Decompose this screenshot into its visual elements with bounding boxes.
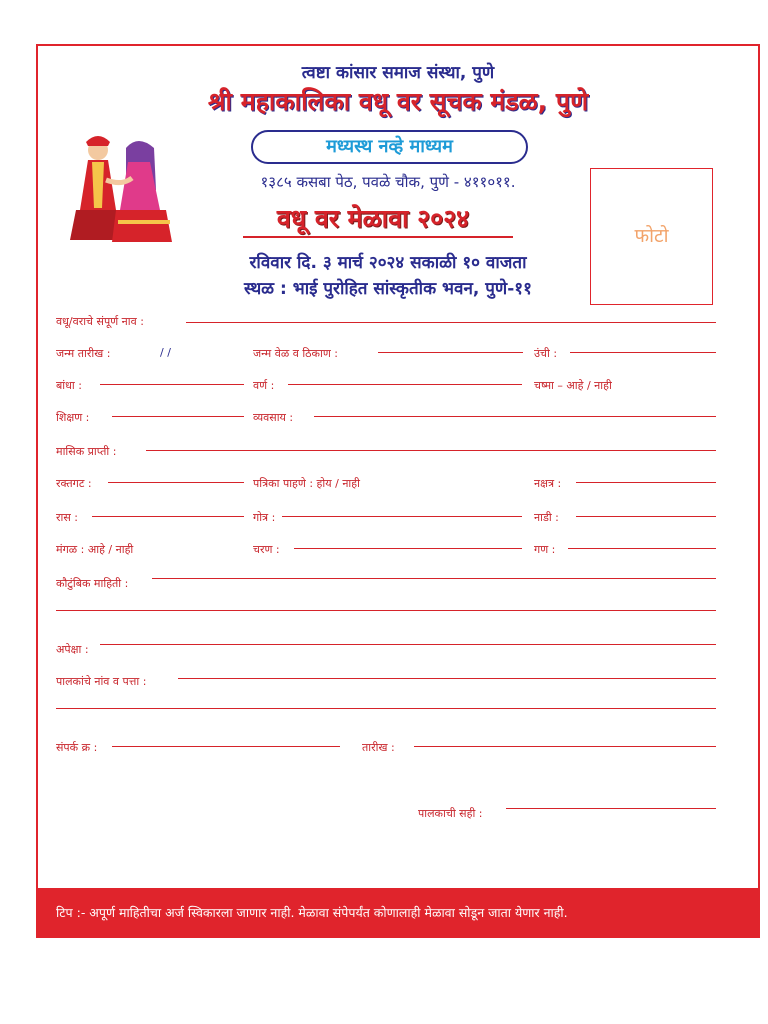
note-banner <box>38 888 758 936</box>
mandal-name: श्री महाकालिका वधू वर सूचक मंडळ, पुणे <box>207 87 589 116</box>
height-field[interactable] <box>570 352 716 353</box>
monthly-income-field[interactable] <box>146 450 716 451</box>
note-text: टिप :- अपूर्ण माहितीचा अर्ज स्विकारला जाणार नाही. मेळावा संपेपर्यंत कोणालाही मेळावा सोडून जाता येणार नाही. <box>56 905 568 920</box>
nadi-label: नाडी : <box>534 511 559 524</box>
event-title: वधू वर मेळावा २०२४ <box>276 204 470 233</box>
event-date: रविवार दि. ३ मार्च २०२४ सकाळी १० वाजता <box>249 253 527 273</box>
date-field[interactable] <box>414 746 716 747</box>
complexion-field[interactable] <box>288 384 522 385</box>
nadi-field[interactable] <box>576 516 716 517</box>
blood-group-label: रक्तगट : <box>56 477 92 490</box>
full-name-label: वधू/वराचे संपूर्ण नाव : <box>56 315 144 328</box>
spectacles-label: चष्मा – आहे / नाही <box>534 379 612 392</box>
nakshatra-field[interactable] <box>576 482 716 483</box>
occupation-label: व्यवसाय : <box>253 411 294 424</box>
gotra-label: गोत्र : <box>253 511 276 524</box>
birth-time-place-field[interactable] <box>378 352 523 353</box>
application-form <box>36 44 760 938</box>
full-name-field[interactable] <box>186 322 716 323</box>
birth-date-label: जन्म तारीख : <box>56 347 111 360</box>
gan-label: गण : <box>534 543 556 556</box>
expectations-field[interactable] <box>100 644 716 645</box>
education-label: शिक्षण : <box>56 411 90 424</box>
build-field[interactable] <box>100 384 244 385</box>
nakshatra-label: नक्षत्र : <box>534 477 562 490</box>
bride-groom-couple-icon <box>56 130 176 247</box>
monthly-income-label: मासिक प्राप्ती : <box>56 445 117 458</box>
birth-date-separators: / / <box>160 346 171 359</box>
guardian-signature-label: पालकाची सही : <box>418 807 483 820</box>
height-label: उंची : <box>534 347 558 360</box>
education-field[interactable] <box>112 416 244 417</box>
family-info-label: कौटुंबिक माहिती : <box>56 577 129 590</box>
rashi-field[interactable] <box>92 516 244 517</box>
horoscope-label: पत्रिका पाहणे : होय / नाही <box>253 477 360 490</box>
event-venue: स्थळ : भाई पुरोहित सांस्कृतीक भवन, पुणे-११ <box>244 279 532 299</box>
blood-group-field[interactable] <box>108 482 244 483</box>
contact-number-label: संपर्क क्र : <box>56 741 98 754</box>
guardian-address-label: पालकांचे नांव व पत्ता : <box>56 675 147 688</box>
contact-number-field[interactable] <box>112 746 340 747</box>
mangal-label: मंगळ : आहे / नाही <box>56 543 134 556</box>
family-info-field-2[interactable] <box>56 610 716 611</box>
photo-box[interactable]: फोटो <box>590 168 713 305</box>
expectations-label: अपेक्षा : <box>56 643 89 656</box>
rashi-label: रास : <box>56 511 78 524</box>
guardian-address-field[interactable] <box>178 678 716 679</box>
charan-label: चरण : <box>253 543 280 556</box>
address: १३८५ कसबा पेठ, पवळे चौक, पुणे - ४११०११. <box>260 173 516 191</box>
guardian-address-field-2[interactable] <box>56 708 716 709</box>
birth-time-place-label: जन्म वेळ व ठिकाण : <box>253 347 339 360</box>
complexion-label: वर्ण : <box>253 379 275 392</box>
gotra-field[interactable] <box>282 516 522 517</box>
tagline-badge: मध्यस्थ नव्हे माध्यम <box>251 130 528 164</box>
charan-field[interactable] <box>294 548 522 549</box>
date-label: तारीख : <box>362 741 395 754</box>
occupation-field[interactable] <box>314 416 716 417</box>
title-underline <box>243 236 513 238</box>
organization-name: त्वष्टा कांसार समाज संस्था, पुणे <box>301 63 495 83</box>
gan-field[interactable] <box>568 548 716 549</box>
build-label: बांधा : <box>56 379 82 392</box>
guardian-signature-field[interactable] <box>506 808 716 809</box>
family-info-field[interactable] <box>152 578 716 579</box>
